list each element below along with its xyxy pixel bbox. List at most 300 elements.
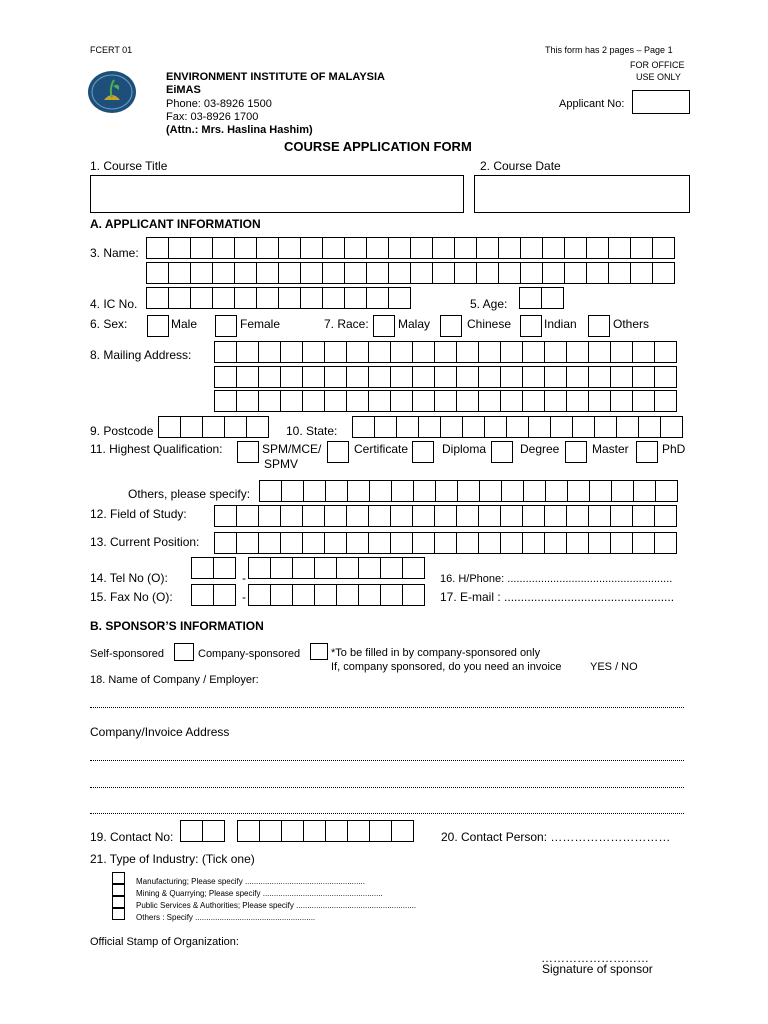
company-sponsored-label: Company-sponsored [198, 648, 301, 660]
char-box[interactable] [660, 416, 683, 438]
char-box[interactable] [258, 366, 281, 388]
industry-mining-checkbox[interactable] [112, 884, 125, 896]
char-box[interactable] [440, 416, 463, 438]
char-box[interactable] [501, 480, 524, 502]
char-box[interactable] [454, 262, 477, 284]
char-box[interactable] [541, 287, 564, 309]
char-box[interactable] [500, 532, 523, 554]
char-box[interactable] [454, 237, 477, 259]
char-box[interactable] [388, 262, 411, 284]
state-field[interactable] [352, 416, 683, 438]
char-box[interactable] [234, 262, 257, 284]
char-box[interactable] [588, 532, 611, 554]
char-box[interactable] [654, 532, 677, 554]
race-chinese-checkbox[interactable] [440, 315, 462, 337]
course-date-label: 2. Course Date [480, 159, 561, 173]
char-box[interactable] [369, 480, 392, 502]
char-box[interactable] [500, 390, 523, 412]
char-box[interactable] [456, 505, 479, 527]
others-specify-field[interactable] [259, 480, 678, 502]
char-box[interactable] [380, 557, 403, 579]
invoice-address-line3[interactable] [90, 813, 684, 814]
qual-diploma-checkbox[interactable] [412, 441, 434, 463]
char-box[interactable] [434, 366, 457, 388]
char-box[interactable] [237, 820, 260, 842]
char-box[interactable] [278, 237, 301, 259]
char-box[interactable] [410, 237, 433, 259]
char-box[interactable] [303, 480, 326, 502]
name-label: 3. Name: [90, 246, 139, 260]
char-box[interactable] [476, 262, 499, 284]
char-box[interactable] [616, 416, 639, 438]
char-box[interactable] [564, 237, 587, 259]
char-box[interactable] [611, 480, 634, 502]
postcode-field[interactable] [158, 416, 269, 438]
char-box[interactable] [212, 262, 235, 284]
char-box[interactable] [300, 287, 323, 309]
char-box[interactable] [391, 820, 414, 842]
char-box[interactable] [236, 366, 259, 388]
applicant-no-field[interactable] [632, 90, 690, 114]
char-box[interactable] [278, 287, 301, 309]
char-box[interactable] [484, 416, 507, 438]
char-box[interactable] [234, 287, 257, 309]
char-box[interactable] [478, 505, 501, 527]
char-box[interactable] [168, 287, 191, 309]
char-box[interactable] [256, 237, 279, 259]
invoice-address-line2[interactable] [90, 787, 684, 788]
char-box[interactable] [388, 287, 411, 309]
char-box[interactable] [259, 820, 282, 842]
invoice-question: If, company sponsored, do you need an invoice [331, 661, 562, 673]
char-box[interactable] [594, 416, 617, 438]
char-box[interactable] [456, 341, 479, 363]
mailing-address-line2[interactable] [214, 366, 677, 388]
char-box[interactable] [566, 341, 589, 363]
char-box[interactable] [369, 820, 392, 842]
field-of-study-field[interactable] [214, 505, 677, 527]
qual-spm-label: SPM/MCE/ [262, 442, 322, 456]
char-box[interactable] [236, 341, 259, 363]
char-box[interactable] [190, 262, 213, 284]
char-box[interactable] [258, 390, 281, 412]
char-box[interactable] [380, 584, 403, 606]
qual-degree-checkbox[interactable] [491, 441, 513, 463]
char-box[interactable] [358, 584, 381, 606]
course-title-field[interactable] [90, 175, 464, 213]
char-box[interactable] [478, 341, 501, 363]
char-box[interactable] [652, 237, 675, 259]
char-box[interactable] [258, 341, 281, 363]
char-box[interactable] [180, 820, 203, 842]
char-box[interactable] [498, 237, 521, 259]
char-box[interactable] [214, 341, 237, 363]
char-box[interactable] [236, 532, 259, 554]
office-use-line1: FOR OFFICE [630, 60, 685, 70]
char-box[interactable] [180, 416, 203, 438]
char-box[interactable] [213, 584, 236, 606]
char-box[interactable] [280, 390, 303, 412]
char-box[interactable] [368, 505, 391, 527]
char-box[interactable] [191, 557, 214, 579]
char-box[interactable] [412, 366, 435, 388]
char-box[interactable] [358, 557, 381, 579]
char-box[interactable] [655, 480, 678, 502]
invoice-yes-no: YES / NO [590, 661, 638, 673]
char-box[interactable] [346, 505, 369, 527]
eimas-logo-icon [87, 70, 137, 114]
industry-public-services-checkbox[interactable] [112, 896, 125, 908]
qual-certificate-checkbox[interactable] [327, 441, 349, 463]
char-box[interactable] [270, 584, 293, 606]
char-box[interactable] [190, 237, 213, 259]
char-box[interactable] [390, 366, 413, 388]
char-box[interactable] [412, 341, 435, 363]
char-box[interactable] [432, 262, 455, 284]
char-box[interactable] [654, 505, 677, 527]
char-box[interactable] [236, 390, 259, 412]
char-box[interactable] [168, 237, 191, 259]
char-box[interactable] [462, 416, 485, 438]
char-box[interactable] [589, 480, 612, 502]
sex-female-checkbox[interactable] [215, 315, 237, 337]
char-box[interactable] [202, 416, 225, 438]
char-box[interactable] [190, 287, 213, 309]
char-box[interactable] [544, 505, 567, 527]
char-box[interactable] [256, 262, 279, 284]
industry-label: 21. Type of Industry: (Tick one) [90, 852, 255, 866]
char-box[interactable] [300, 237, 323, 259]
char-box[interactable] [550, 416, 573, 438]
qual-master-checkbox[interactable] [565, 441, 587, 463]
char-box[interactable] [281, 820, 304, 842]
char-box[interactable] [388, 237, 411, 259]
char-box[interactable] [476, 237, 499, 259]
qualification-label: 11. Highest Qualification: [90, 442, 223, 456]
char-box[interactable] [324, 341, 347, 363]
char-box[interactable] [366, 287, 389, 309]
signature-line[interactable]: ……………………… [541, 951, 649, 965]
char-box[interactable] [214, 532, 237, 554]
industry-manufacturing-checkbox[interactable] [112, 872, 125, 884]
qual-spm-checkbox[interactable] [237, 441, 259, 463]
char-box[interactable] [586, 237, 609, 259]
char-box[interactable] [435, 480, 458, 502]
char-box[interactable] [630, 237, 653, 259]
char-box[interactable] [506, 416, 529, 438]
qual-certificate-label: Certificate [354, 442, 409, 456]
char-box[interactable] [344, 287, 367, 309]
char-box[interactable] [478, 366, 501, 388]
name-line2[interactable] [146, 262, 675, 284]
char-box[interactable] [303, 820, 326, 842]
char-box[interactable] [412, 505, 435, 527]
char-box[interactable] [234, 237, 257, 259]
char-box[interactable] [214, 366, 237, 388]
char-box[interactable] [396, 416, 419, 438]
char-box[interactable] [325, 480, 348, 502]
char-box[interactable] [566, 505, 589, 527]
char-box[interactable] [500, 341, 523, 363]
current-position-field[interactable] [214, 532, 677, 554]
char-box[interactable] [630, 262, 653, 284]
char-box[interactable] [280, 532, 303, 554]
char-box[interactable] [390, 532, 413, 554]
char-box[interactable] [236, 505, 259, 527]
char-box[interactable] [248, 584, 271, 606]
char-box[interactable] [202, 820, 225, 842]
char-box[interactable] [542, 237, 565, 259]
char-box[interactable] [246, 416, 269, 438]
char-box[interactable] [586, 262, 609, 284]
char-box[interactable] [523, 480, 546, 502]
char-box[interactable] [413, 480, 436, 502]
signature-label: Signature of sponsor [542, 962, 653, 976]
char-box[interactable] [302, 366, 325, 388]
race-label: 7. Race: [324, 317, 369, 331]
char-box[interactable] [146, 237, 169, 259]
char-box[interactable] [258, 532, 281, 554]
char-box[interactable] [212, 287, 235, 309]
char-box[interactable] [346, 366, 369, 388]
char-box[interactable] [434, 532, 457, 554]
invoice-address-line1[interactable] [90, 760, 684, 761]
char-box[interactable] [366, 262, 389, 284]
char-box[interactable] [654, 366, 677, 388]
company-name-label: 18. Name of Company / Employer: [90, 674, 259, 686]
char-box[interactable] [324, 366, 347, 388]
sex-male-checkbox[interactable] [147, 315, 169, 337]
char-box[interactable] [632, 341, 655, 363]
char-box[interactable] [418, 416, 441, 438]
char-box[interactable] [213, 557, 236, 579]
char-box[interactable] [324, 390, 347, 412]
char-box[interactable] [314, 557, 337, 579]
char-box[interactable] [336, 557, 359, 579]
char-box[interactable] [633, 480, 656, 502]
char-box[interactable] [336, 584, 359, 606]
char-box[interactable] [457, 480, 480, 502]
char-box[interactable] [478, 390, 501, 412]
race-malay-checkbox[interactable] [373, 315, 395, 337]
char-box[interactable] [390, 390, 413, 412]
name-line1[interactable] [146, 237, 675, 259]
char-box[interactable] [434, 390, 457, 412]
char-box[interactable] [522, 505, 545, 527]
char-box[interactable] [572, 416, 595, 438]
char-box[interactable] [214, 505, 237, 527]
char-box[interactable] [270, 557, 293, 579]
race-indian-checkbox[interactable] [520, 315, 542, 337]
char-box[interactable] [608, 237, 631, 259]
char-box[interactable] [610, 505, 633, 527]
char-box[interactable] [456, 390, 479, 412]
char-box[interactable] [638, 416, 661, 438]
char-box[interactable] [280, 366, 303, 388]
char-box[interactable] [544, 341, 567, 363]
char-box[interactable] [528, 416, 551, 438]
char-box[interactable] [402, 557, 425, 579]
char-box[interactable] [478, 532, 501, 554]
char-box[interactable] [300, 262, 323, 284]
ic-field[interactable] [146, 287, 411, 309]
char-box[interactable] [346, 341, 369, 363]
char-box[interactable] [368, 532, 391, 554]
char-box[interactable] [500, 505, 523, 527]
char-box[interactable] [479, 480, 502, 502]
char-box[interactable] [390, 505, 413, 527]
course-date-field[interactable] [474, 175, 690, 213]
char-box[interactable] [432, 237, 455, 259]
char-box[interactable] [588, 366, 611, 388]
char-box[interactable] [346, 390, 369, 412]
char-box[interactable] [391, 480, 414, 502]
char-box[interactable] [610, 366, 633, 388]
tel-number[interactable] [248, 557, 425, 579]
char-box[interactable] [346, 532, 369, 554]
char-box[interactable] [191, 584, 214, 606]
char-box[interactable] [302, 532, 325, 554]
hphone-label: 16. H/Phone: ...................................................... [440, 573, 673, 585]
fax-dash: - [242, 590, 246, 604]
char-box[interactable] [248, 557, 271, 579]
char-box[interactable] [544, 532, 567, 554]
char-box[interactable] [522, 366, 545, 388]
fax-number[interactable] [248, 584, 425, 606]
tel-label: 14. Tel No (O): [90, 571, 168, 585]
char-box[interactable] [281, 480, 304, 502]
char-box[interactable] [402, 584, 425, 606]
char-box[interactable] [352, 416, 375, 438]
char-box[interactable] [545, 480, 568, 502]
char-box[interactable] [322, 262, 345, 284]
tel-area-code[interactable] [191, 557, 236, 579]
char-box[interactable] [520, 237, 543, 259]
char-box[interactable] [588, 505, 611, 527]
char-box[interactable] [344, 262, 367, 284]
char-box[interactable] [146, 287, 169, 309]
char-box[interactable] [434, 505, 457, 527]
char-box[interactable] [347, 820, 370, 842]
char-box[interactable] [368, 366, 391, 388]
char-box[interactable] [256, 287, 279, 309]
char-box[interactable] [588, 390, 611, 412]
char-box[interactable] [498, 262, 521, 284]
char-box[interactable] [588, 341, 611, 363]
char-box[interactable] [322, 237, 345, 259]
char-box[interactable] [168, 262, 191, 284]
char-box[interactable] [654, 341, 677, 363]
char-box[interactable] [566, 366, 589, 388]
char-box[interactable] [390, 341, 413, 363]
char-box[interactable] [564, 262, 587, 284]
race-others-label: Others [613, 317, 650, 331]
char-box[interactable] [325, 820, 348, 842]
char-box[interactable] [522, 390, 545, 412]
char-box[interactable] [456, 366, 479, 388]
char-box[interactable] [146, 262, 169, 284]
industry-others-checkbox[interactable] [112, 908, 125, 920]
char-box[interactable] [366, 237, 389, 259]
company-name-line[interactable] [90, 707, 684, 708]
char-box[interactable] [302, 505, 325, 527]
contact-no-number[interactable] [237, 820, 414, 842]
qual-phd-checkbox[interactable] [636, 441, 658, 463]
char-box[interactable] [412, 532, 435, 554]
char-box[interactable] [158, 416, 181, 438]
char-box[interactable] [259, 480, 282, 502]
char-box[interactable] [410, 262, 433, 284]
char-box[interactable] [324, 505, 347, 527]
char-box[interactable] [542, 262, 565, 284]
char-box[interactable] [610, 390, 633, 412]
char-box[interactable] [258, 505, 281, 527]
char-box[interactable] [567, 480, 590, 502]
char-box[interactable] [280, 505, 303, 527]
char-box[interactable] [374, 416, 397, 438]
char-box[interactable] [368, 390, 391, 412]
char-box[interactable] [522, 532, 545, 554]
contact-no-area-code[interactable] [180, 820, 225, 842]
char-box[interactable] [654, 390, 677, 412]
char-box[interactable] [632, 390, 655, 412]
char-box[interactable] [544, 366, 567, 388]
char-box[interactable] [302, 390, 325, 412]
char-box[interactable] [302, 341, 325, 363]
char-box[interactable] [632, 366, 655, 388]
char-box[interactable] [324, 532, 347, 554]
race-others-checkbox[interactable] [588, 315, 610, 337]
char-box[interactable] [322, 287, 345, 309]
char-box[interactable] [368, 341, 391, 363]
char-box[interactable] [520, 262, 543, 284]
char-box[interactable] [500, 366, 523, 388]
char-box[interactable] [519, 287, 542, 309]
fax-area-code[interactable] [191, 584, 236, 606]
industry-public-services-label: Public Services & Authorities; Please specify ...................................................... [136, 901, 417, 910]
char-box[interactable] [347, 480, 370, 502]
char-box[interactable] [292, 557, 315, 579]
mailing-address-line3[interactable] [214, 390, 677, 412]
company-sponsored-checkbox[interactable] [310, 643, 328, 660]
char-box[interactable] [610, 341, 633, 363]
char-box[interactable] [632, 505, 655, 527]
char-box[interactable] [610, 532, 633, 554]
race-chinese-label: Chinese [467, 317, 512, 331]
char-box[interactable] [434, 341, 457, 363]
char-box[interactable] [214, 390, 237, 412]
char-box[interactable] [566, 532, 589, 554]
char-box[interactable] [224, 416, 247, 438]
char-box[interactable] [280, 341, 303, 363]
mailing-address-line1[interactable] [214, 341, 677, 363]
char-box[interactable] [544, 390, 567, 412]
self-sponsored-checkbox[interactable] [174, 643, 194, 661]
char-box[interactable] [412, 390, 435, 412]
char-box[interactable] [278, 262, 301, 284]
char-box[interactable] [608, 262, 631, 284]
char-box[interactable] [522, 341, 545, 363]
char-box[interactable] [292, 584, 315, 606]
char-box[interactable] [456, 532, 479, 554]
char-box[interactable] [566, 390, 589, 412]
char-box[interactable] [212, 237, 235, 259]
char-box[interactable] [344, 237, 367, 259]
age-field[interactable] [519, 287, 564, 309]
char-box[interactable] [314, 584, 337, 606]
char-box[interactable] [632, 532, 655, 554]
char-box[interactable] [652, 262, 675, 284]
